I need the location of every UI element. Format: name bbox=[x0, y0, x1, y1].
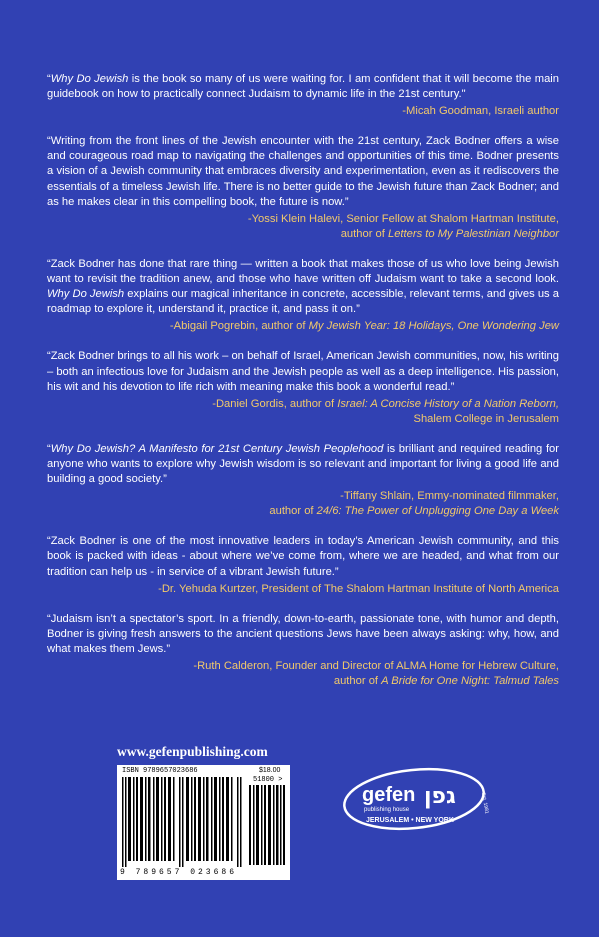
endorsement-4 bbox=[47, 349, 559, 426]
endorsement-attribution bbox=[47, 319, 559, 334]
book-title: 24/6: The Power of Unplugging One Day a Week bbox=[316, 505, 559, 518]
endorsement-3 bbox=[47, 257, 559, 334]
book-title: My Jewish Year: 18 Holidays, One Wondering Jew bbox=[308, 320, 559, 333]
endorsement-1 bbox=[47, 72, 559, 119]
ean-number: 9 789657 023686 bbox=[120, 868, 238, 877]
logo-wordmark: gefen bbox=[362, 784, 416, 806]
endorsement-quote: “Writing from the front lines of the Jewish encounter with the 21st century, Zack Bodner offers a wise and courageous road map to navigating the challenges and opportunities of this time. Bodner presents a vision of a Jewish community that embraces diversity and experimentation, even as it rediscovers the essentials of a timeless Jewish life. There is no better guide to the Jewish future than Zack Bodner; and as he makes clear in this compelling book, the future is now.” bbox=[47, 135, 559, 208]
book-title: Letters to My Palestinian Neighbor bbox=[387, 227, 559, 240]
attribution-line: -Tiffany Shlain, Emmy-nominated filmmaker, bbox=[340, 490, 559, 503]
ean-barcode-bars bbox=[122, 777, 242, 867]
isbn-label: ISBN 9789657023686 bbox=[122, 767, 198, 775]
logo-subtitle: publishing house bbox=[364, 807, 410, 813]
book-title: A Bride for One Night: Talmud Tales bbox=[381, 675, 559, 688]
endorsement-quote: “Zack Bodner is one of the most innovative leaders in today’s American Jewish community, and this book is packed with ideas - about where we’ve come from, where we are headed, and what from our tradition can help us - in service of a vibrant Jewish future.” bbox=[47, 535, 559, 578]
book-title: Why Do Jewish bbox=[47, 288, 125, 301]
attribution-line: author of bbox=[269, 505, 317, 518]
endorsement-6 bbox=[47, 534, 559, 596]
attribution-line: -Yossi Klein Halevi, Senior Fellow at Shalom Hartman Institute, bbox=[247, 212, 559, 225]
open-quote: “ bbox=[47, 73, 51, 85]
endorsement-quote bbox=[47, 257, 559, 317]
endorsement-attribution bbox=[47, 397, 559, 427]
endorsement-attribution bbox=[47, 212, 559, 242]
addon-barcode-bars bbox=[249, 785, 285, 865]
attribution-line: -Daniel Gordis, author of bbox=[212, 397, 338, 410]
attribution-line: author of bbox=[340, 227, 388, 240]
book-title: Israel: A Concise History of a Nation Reborn, bbox=[337, 397, 559, 410]
book-title: Why Do Jewish bbox=[50, 73, 129, 85]
endorsement-7 bbox=[47, 612, 559, 689]
logo-cities: JERUSALEM • NEW YORK bbox=[366, 817, 454, 824]
quote-text: is the book so many of us were waiting for. I am confident that it will become the main guidebook on how to practically connect Judaism to dynamic life in the 21st century." bbox=[47, 73, 559, 101]
gefen-logo bbox=[342, 765, 497, 835]
endorsement-attribution bbox=[47, 489, 559, 519]
attribution-line: -Ruth Calderon, Founder and Director of ALMA Home for Hebrew Culture, bbox=[193, 660, 559, 672]
quote-text: “Zack Bodner has done that rare thing — written a book that makes those of us who love being Jewish want to revisit the tradition anew, and those who have written off Judaism want to take a second look. bbox=[47, 257, 559, 286]
publisher-website[interactable]: www.gefenpublishing.com bbox=[117, 744, 268, 759]
endorsement-attribution bbox=[47, 659, 559, 689]
endorsements bbox=[47, 72, 559, 704]
attribution-line: Shalem College in Jerusalem bbox=[413, 412, 559, 425]
logo-established: Est. 1981 bbox=[480, 792, 490, 815]
addon-code: 51800 > bbox=[253, 776, 283, 784]
endorsement-attribution: -Dr. Yehuda Kurtzer, President of The Shalom Hartman Institute of North America bbox=[158, 582, 559, 595]
endorsement-5 bbox=[47, 442, 559, 519]
endorsement-attribution: -Micah Goodman, Israeli author bbox=[402, 105, 559, 118]
endorsement-quote: “Judaism isn’t a spectator’s sport. In a friendly, down-to-earth, passionate tone, with humor and depth, Bodner is giving fresh answers to the ancient questions Jews have been always asking: why, how, and what makes them Jews.” bbox=[47, 612, 559, 655]
barcode bbox=[117, 765, 290, 880]
book-title: Why Do Jewish? A Manifesto for 21st Century Jewish Peoplehood bbox=[50, 442, 384, 455]
endorsement-2 bbox=[47, 134, 559, 242]
endorsement-quote bbox=[47, 442, 559, 487]
price-label: $18.00 bbox=[259, 767, 281, 774]
quote-text: is brilliant and required reading for anyone who wants to explore why Jewish wisdom is so relevant and important for living a good life and building a good society.” bbox=[47, 442, 560, 486]
open-quote: “ bbox=[47, 442, 51, 455]
endorsement-quote: “Zack Bodner brings to all his work – on behalf of Israel, American Jewish communities, now, his writing – both an infectious love for Judaism and the Jewish people as well as a deep intelligence. His passion, his wit and his devotion to life rich with meaning make this book a wonderful read.” bbox=[47, 350, 559, 393]
quote-text: explains our magical inheritance in concrete, accessible, relevant terms, and gives us a roadmap to explore it, understand it, practice it, and pass it on.” bbox=[47, 288, 559, 316]
attribution-line: author of bbox=[333, 675, 382, 688]
endorsement-quote bbox=[47, 72, 559, 102]
attribution-line: -Abigail Pogrebin, author of bbox=[169, 320, 309, 333]
logo-hebrew: גפן bbox=[424, 784, 456, 809]
